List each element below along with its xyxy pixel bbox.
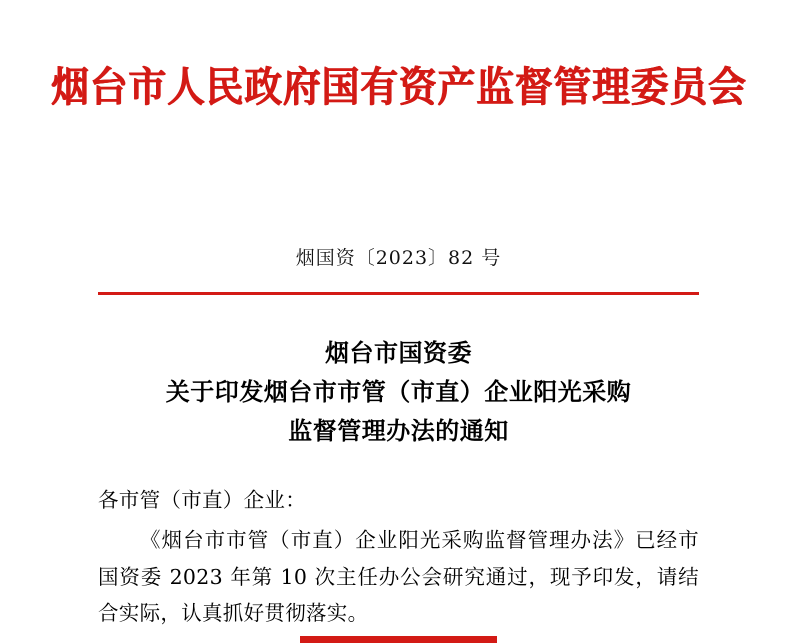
document-title xyxy=(0,334,797,451)
body-paragraph-1: 《烟台市市管（市直）企业阳光采购监督管理办法》已经市国资委 2023 年第 10 次主任办公会研究通过，现予印发，请结合实际，认真抓好贯彻落实。 xyxy=(98,528,699,626)
title-line-1: 烟台市国资委 xyxy=(325,338,472,367)
bottom-red-stripe xyxy=(300,636,497,643)
red-separator-rule xyxy=(98,292,699,295)
document-body xyxy=(98,482,699,632)
title-line-3: 监督管理办法的通知 xyxy=(288,415,509,445)
title-line-2: 关于印发烟台市市管（市直）企业阳光采购 xyxy=(165,376,632,406)
salutation: 各市管（市直）企业： xyxy=(98,488,306,512)
document-number: 烟国资〔2023〕82 号 xyxy=(295,247,502,269)
masthead xyxy=(0,62,797,113)
issuing-agency-title: 烟台市人民政府国有资产监督管理委员会 xyxy=(50,63,747,111)
